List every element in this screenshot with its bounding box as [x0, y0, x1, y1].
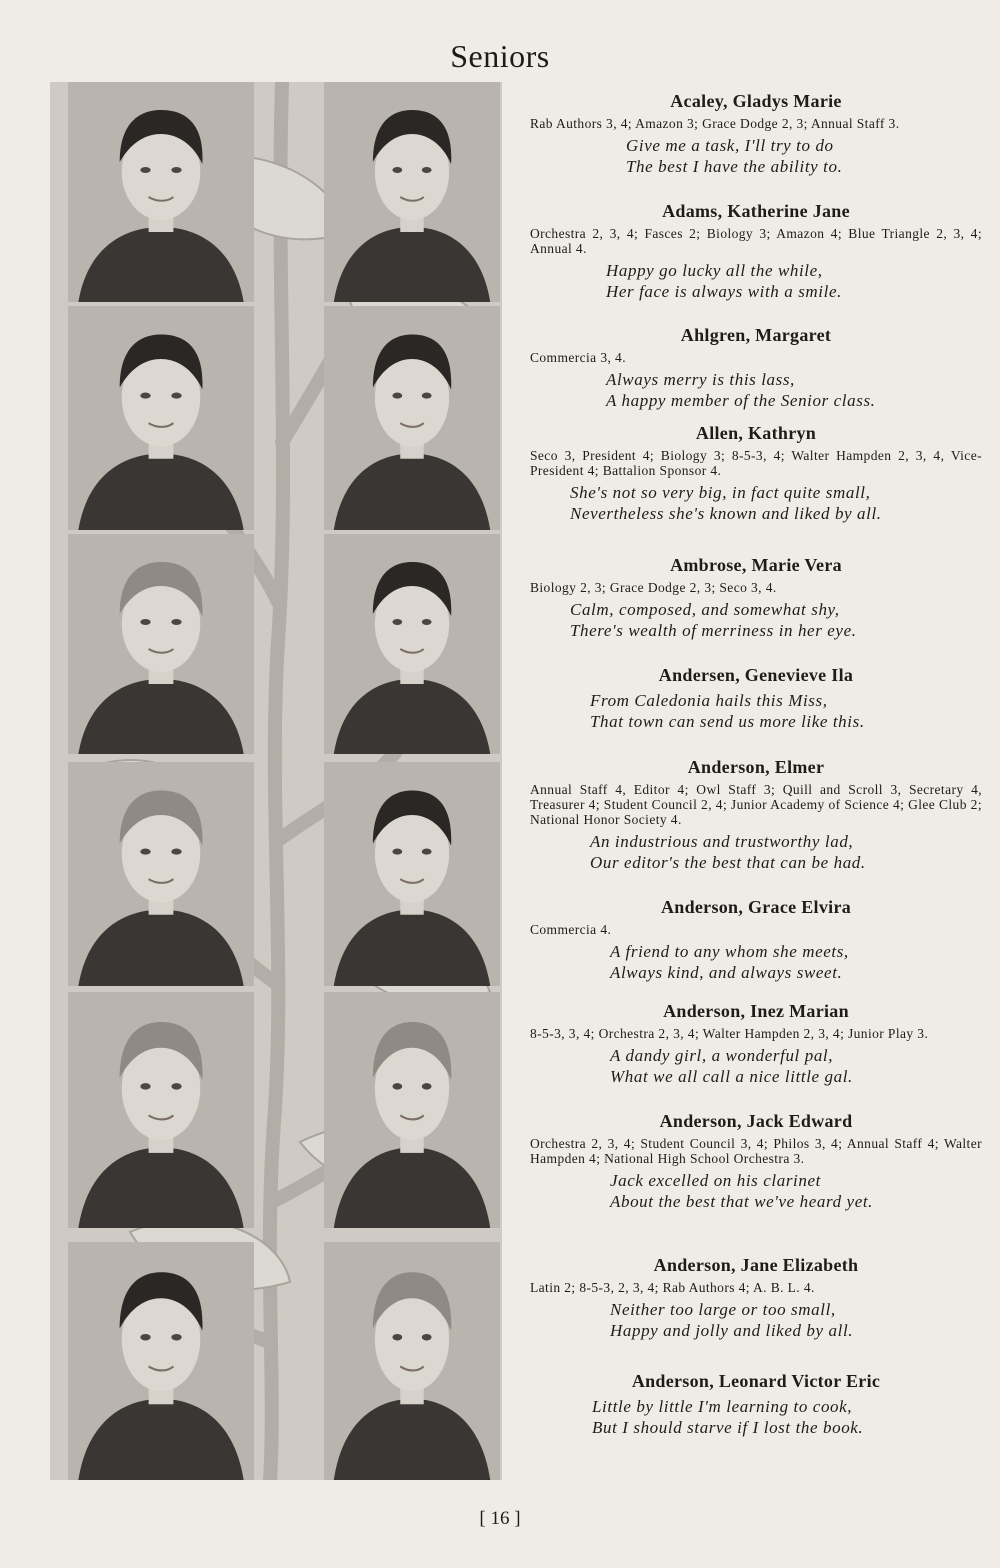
senior-name: Andersen, Genevieve Ila: [658, 665, 854, 685]
senior-entry: [530, 200, 982, 302]
verse-line: The best I have the ability to.: [626, 157, 843, 176]
senior-verse: [610, 1299, 982, 1341]
verse-line: There's wealth of merriness in her eye.: [570, 621, 857, 640]
portrait-photo: [324, 306, 500, 530]
senior-verse: [610, 1170, 982, 1212]
portrait-figure: [324, 534, 500, 754]
verse-line: But I should starve if I lost the book.: [592, 1418, 864, 1437]
senior-activities: Rab Authors 3, 4; Amazon 3; Grace Dodge 2, 3; Annual Staff 3.: [530, 116, 900, 131]
verse-line: Happy and jolly and liked by all.: [610, 1321, 854, 1340]
portrait-photo: [68, 306, 254, 530]
senior-name: Anderson, Jack Edward: [659, 1111, 853, 1131]
portrait-photo: [324, 992, 500, 1228]
senior-activities: Annual Staff 4, Editor 4; Owl Staff 3; Quill and Scroll 3, Secretary 4, Treasurer 4; Student Council 2, 4; Junior Academy of Science 4; Glee Club 2; National Honor Society 4.: [530, 782, 982, 827]
portrait-figure: [68, 992, 254, 1228]
verse-line: A happy member of the Senior class.: [606, 391, 876, 410]
senior-name: Ambrose, Marie Vera: [670, 555, 842, 575]
senior-name: Anderson, Elmer: [687, 757, 825, 777]
portrait-photo: [68, 534, 254, 754]
senior-verse: [590, 831, 982, 873]
senior-activities: Commercia 4.: [530, 922, 612, 937]
verse-line: Calm, composed, and somewhat shy,: [570, 600, 840, 619]
senior-verse: [570, 482, 982, 524]
senior-name: Allen, Kathryn: [695, 423, 817, 443]
senior-name: Anderson, Leonard Victor Eric: [631, 1371, 881, 1391]
senior-verse: [570, 599, 982, 641]
senior-activities: Orchestra 2, 3, 4; Student Council 3, 4; Philos 3, 4; Annual Staff 4; Walter Hampden 4; National High School Orchestra 3.: [530, 1136, 982, 1166]
verse-line: An industrious and trustworthy lad,: [590, 832, 854, 851]
senior-entry: [530, 664, 982, 732]
verse-line: A friend to any whom she meets,: [610, 942, 849, 961]
portrait-figure: [324, 1242, 500, 1480]
portrait-figure: [68, 534, 254, 754]
verse-line: Jack excelled on his clarinet: [610, 1171, 821, 1190]
senior-verse: [592, 1396, 982, 1438]
verse-line: Happy go lucky all the while,: [606, 261, 823, 280]
senior-entry: [530, 1000, 982, 1087]
verse-line: Give me a task, I'll try to do: [626, 136, 834, 155]
portrait-figure: [68, 306, 254, 530]
page-title: Seniors: [450, 38, 550, 74]
verse-line: What we all call a nice little gal.: [610, 1067, 853, 1086]
verse-line: That town can send us more like this.: [590, 712, 865, 731]
verse-line: Always merry is this lass,: [606, 370, 795, 389]
portrait-photo: [324, 1242, 500, 1480]
senior-activities: Biology 2, 3; Grace Dodge 2, 3; Seco 3, 4.: [530, 580, 777, 595]
senior-entry: [530, 1110, 982, 1212]
senior-entry: [530, 756, 982, 873]
senior-activities: Seco 3, President 4; Biology 3; 8-5-3, 4; Walter Hampden 2, 3, 4, Vice-President 4; Battalion Sponsor 4.: [530, 448, 982, 478]
portrait-collage: [50, 82, 502, 1480]
senior-name: Acaley, Gladys Marie: [670, 91, 842, 111]
verse-line: Our editor's the best that can be had.: [590, 853, 866, 872]
verse-line: Little by little I'm learning to cook,: [592, 1397, 853, 1416]
portrait-figure: [324, 306, 500, 530]
portrait-photo: [324, 762, 500, 986]
senior-name: Adams, Katherine Jane: [662, 201, 850, 221]
verse-line: Neither too large or too small,: [610, 1300, 836, 1319]
portrait-figure: [68, 1242, 254, 1480]
senior-name: Ahlgren, Margaret: [680, 325, 832, 345]
senior-verse: [606, 260, 982, 302]
portrait-figure: [324, 82, 500, 302]
senior-verse: [606, 369, 982, 411]
portrait-figure: [68, 82, 254, 302]
portrait-figure: [68, 762, 254, 986]
page-number: [ 16 ]: [479, 1508, 521, 1529]
senior-verse: [610, 941, 982, 983]
senior-entry: [530, 422, 982, 524]
portrait-photo: [68, 762, 254, 986]
verse-line: Always kind, and always sweet.: [610, 963, 843, 982]
senior-entry: [530, 324, 982, 411]
senior-entry: [530, 90, 982, 177]
verse-line: Nevertheless she's known and liked by all.: [570, 504, 882, 523]
senior-verse: [590, 690, 982, 732]
senior-verse: [610, 1045, 982, 1087]
portrait-photo: [68, 1242, 254, 1480]
senior-entry: [530, 1370, 982, 1438]
portrait-figure: [324, 992, 500, 1228]
senior-name: Anderson, Inez Marian: [663, 1001, 849, 1021]
portrait-figure: [324, 762, 500, 986]
verse-line: From Caledonia hails this Miss,: [590, 691, 828, 710]
verse-line: Her face is always with a smile.: [606, 282, 842, 301]
portrait-photo: [324, 82, 500, 302]
senior-activities: Latin 2; 8-5-3, 2, 3, 4; Rab Authors 4; A. B. L. 4.: [530, 1280, 815, 1295]
portrait-photo: [68, 82, 254, 302]
senior-entry: [530, 896, 982, 983]
senior-name: Anderson, Grace Elvira: [660, 897, 852, 917]
senior-activities: Orchestra 2, 3, 4; Fasces 2; Biology 3; Amazon 4; Blue Triangle 2, 3, 4; Annual 4.: [530, 226, 982, 256]
senior-verse: [626, 135, 982, 177]
verse-line: She's not so very big, in fact quite small,: [570, 483, 871, 502]
senior-activities: 8-5-3, 3, 4; Orchestra 2, 3, 4; Walter Hampden 2, 3, 4; Junior Play 3.: [530, 1026, 929, 1041]
portrait-photo: [324, 534, 500, 754]
senior-entry: [530, 1254, 982, 1341]
senior-entry: [530, 554, 982, 641]
senior-activities: Commercia 3, 4.: [530, 350, 626, 365]
verse-line: About the best that we've heard yet.: [610, 1192, 874, 1211]
senior-name: Anderson, Jane Elizabeth: [653, 1255, 859, 1275]
portrait-photo: [68, 992, 254, 1228]
verse-line: A dandy girl, a wonderful pal,: [610, 1046, 834, 1065]
